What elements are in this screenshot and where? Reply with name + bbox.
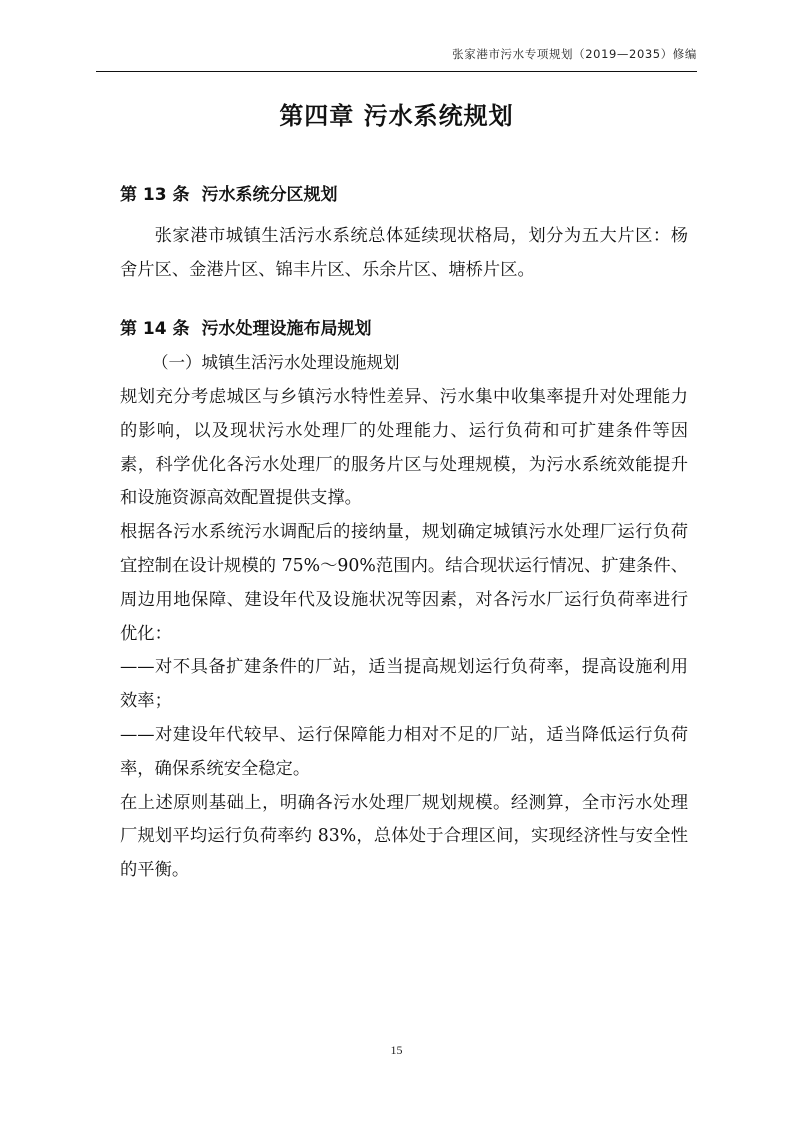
article-14-number: 第 14 条 [120,319,190,339]
paragraph-planning-principles: 规划充分考虑城区与乡镇污水特性差异、污水集中收集率提升对处理能力的影响，以及现状污水处理厂的处理能力、运行负荷和可扩建条件等因素，科学优化各污水处理厂的服务片区与处理规模，为污水系统效能提升和设施资源高效配置提供支撑。 [120,387,688,509]
article-14-title: 污水处理设施布局规划 [201,319,372,339]
article-14-body [120,381,688,888]
paragraph-conclusion: 在上述原则基础上，明确各污水处理厂规划规模。经测算，全市污水处理厂规划平均运行负荷率约 83%，总体处于合理区间，实现经济性与安全性的平衡。 [120,792,688,881]
chapter-title: 第四章 污水系统规划 [279,102,514,130]
article-13-title: 污水系统分区规划 [201,185,338,205]
paragraph-dash-item-1: ——对不具备扩建条件的厂站，适当提高规划运行负荷率，提高设施利用效率； [120,657,688,712]
paragraph-dash-item-2: ——对建设年代较早、运行保障能力相对不足的厂站，适当降低运行负荷率，确保系统安全稳定。 [120,724,688,779]
article-14-heading [120,314,697,339]
running-header: 张家港市污水专项规划（2019—2035）修编 [452,47,697,61]
header-rule [96,71,697,72]
article-13-heading [120,180,697,205]
paragraph-load-rate: 根据各污水系统污水调配后的接纳量，规划确定城镇污水处理厂运行负荷宜控制在设计规模的 75%～90%范围内。结合现状运行情况、扩建条件、周边用地保障、建设年代及设施状况等因素，对各污水厂运行负荷率进行优化： [120,522,688,644]
article-13-number: 第 13 条 [120,185,190,205]
article-14-subheading: （一）城镇生活污水处理设施规划 [152,353,400,372]
page-number: 15 [390,1043,403,1057]
article-13-paragraph: 张家港市城镇生活污水系统总体延续现状格局，划分为五大片区：杨舍片区、金港片区、锦丰片区、乐余片区、塘桥片区。 [120,226,688,280]
